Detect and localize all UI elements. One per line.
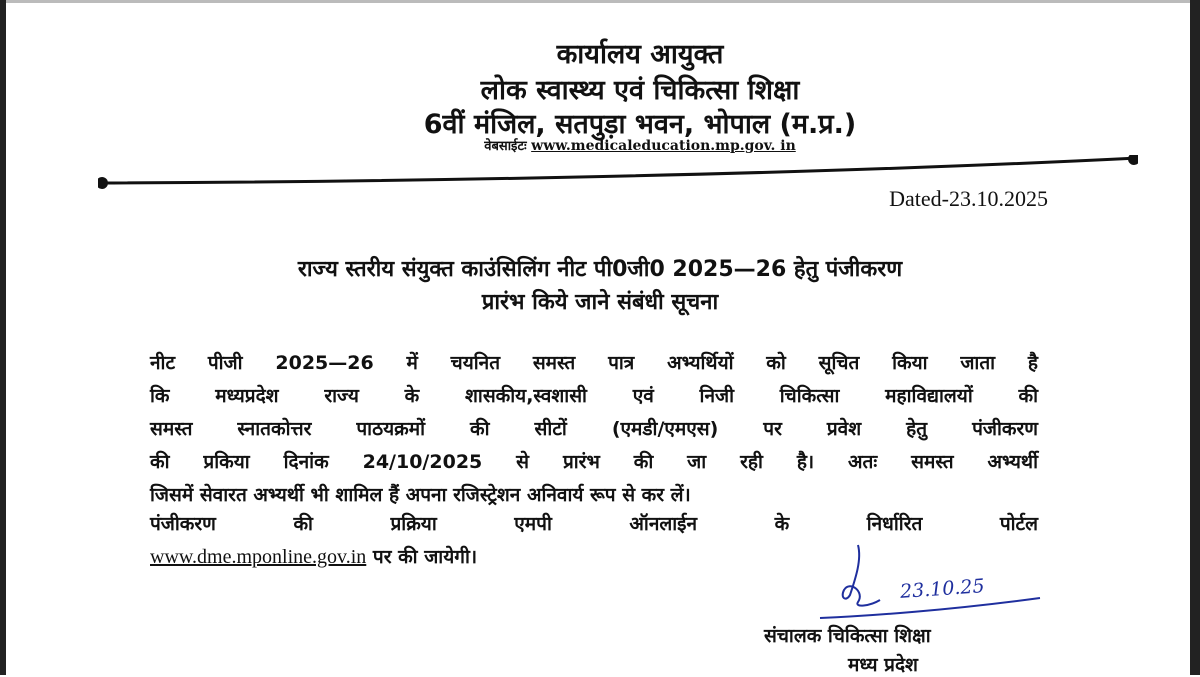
body-line: की प्रकिया दिनांक 24/10/2025 से प्रारंभ की जा रही है। अतः समस्त अभ्यर्थी [150, 451, 1038, 473]
body-line: जिसमें सेवारत अभ्यर्थी भी शामिल हैं अपना रजिस्ट्रेशन अनिवार्य रूप से कर लें। [150, 484, 691, 506]
subject-line-2: प्रारंभ किये जाने संबंधी सूचना [481, 290, 719, 315]
office-title: कार्यालय आयुक्त [556, 39, 724, 70]
website-line [40, 136, 1200, 154]
website-label: वेबसाईटः [484, 139, 527, 154]
signatory-designation: संचालक चिकित्सा शिक्षा [764, 625, 931, 647]
portal-url-line [150, 546, 477, 568]
notice-body [150, 347, 1038, 512]
portal-line: पंजीकरण की प्रक्रिया एमपी ऑनलाईन के निर्धारित पोर्टल [150, 513, 1038, 535]
subject-line-1: राज्य स्तरीय संयुक्त काउंसिलिंग नीट पी0जी0 2025—26 हेतु पंजीकरण [297, 257, 903, 282]
signatory-state: मध्य प्रदेश [848, 654, 918, 676]
department-title: लोक स्वास्थ्य एवं चिकित्सा शिक्षा [480, 75, 800, 106]
frame-top-border [0, 0, 1200, 3]
portal-suffix: पर की जायेगी। [366, 546, 478, 568]
website-link[interactable]: www.medicaleducation.mp.gov. in [531, 138, 796, 154]
body-line: कि मध्यप्रदेश राज्य के शासकीय,स्वशासी एवं निजी चिकित्सा महाविद्यालयों की [150, 385, 1038, 407]
body-line: नीट पीजी 2025—26 में चयनित समस्त पात्र अभ्यर्थियों को सूचित किया जाता है [150, 352, 1038, 374]
body-line: समस्त स्नातकोत्तर पाठयक्रमों की सीटों (एमडी/एमएस) पर प्रवेश हेतु पंजीकरण [150, 418, 1038, 440]
portal-link[interactable]: www.dme.mponline.gov.in [150, 546, 367, 568]
frame-left-border [0, 0, 6, 675]
document-date: Dated-23.10.2025 [889, 186, 1048, 211]
signature-date: 23.10.25 [899, 575, 986, 603]
office-address: 6वीं मंजिल, सतपुड़ा भवन, भोपाल (म.प्र.) [423, 109, 857, 140]
